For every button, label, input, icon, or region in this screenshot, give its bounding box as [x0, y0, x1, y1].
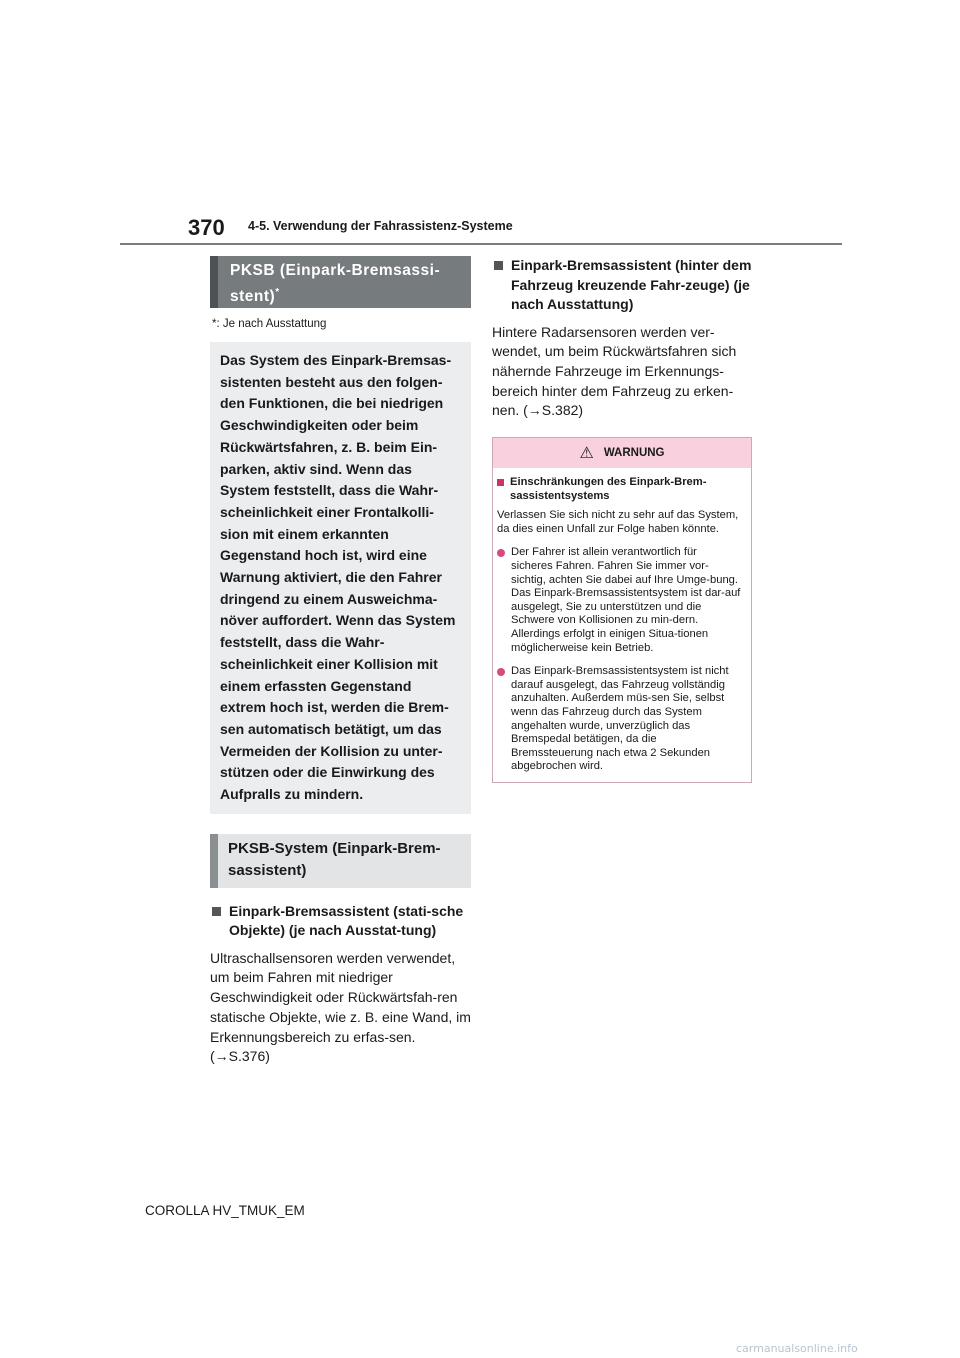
warning-bullet-text: Der Fahrer ist allein verantwortlich für sicheres Fahren. Fahren Sie immer vor-sichtig, achten Sie dabei auf Ihre Umge-bung. Das Einpark-Bremsassistentsystem ist dar-auf ausgelegt, Sie zu unterstützen und die Schwere von Kollisionen zu min-dern. Allerdings erfolgt in einigen Situa-tionen möglicherweise kein Betrieb.	[511, 546, 741, 654]
warning-body	[493, 468, 751, 782]
warning-bullet	[497, 546, 741, 655]
system-title: PKSB-System (Einpark-Brem-sassistent)	[210, 834, 471, 888]
warning-item-text: Verlassen Sie sich nicht zu sehr auf das System, da dies einen Unfall zur Folge haben könnte.	[497, 509, 739, 535]
pksb-title	[210, 256, 471, 308]
warning-item-title: Einschränkungen des Einpark-Brem-sassistentsystems	[510, 476, 707, 502]
circle-bullet-icon	[497, 668, 505, 676]
warning-bullet	[497, 665, 741, 774]
intro-box: Das System des Einpark-Bremsas-sistenten besteht aus den folgen-den Funktionen, die bei niedrigen Geschwindigkeiten oder beim Rückwärtsfahren, z. B. beim Ein-parken, aktiv sind. Wenn das System feststellt, dass die Wahr-scheinlichkeit einer Frontalkolli-sion mit einem erkannten Gegenstand hoch ist, wird eine Warnung aktiviert, die den Fahrer dringend zu einem Ausweichma-növer auffordert. Wenn das System feststellt, dass die Wahr-scheinlichkeit einer Kollision mit einem erfassten Gegenstand extrem hoch ist, werden die Brem-sen automatisch betätigt, um das Vermeiden der Kollision zu unter-stützen oder die Einwirkung des Aufpralls zu mindern.	[210, 342, 471, 814]
square-bullet-icon	[497, 479, 504, 486]
document-id: COROLLA HV_TMUK_EM	[145, 1203, 305, 1218]
warning-header	[493, 438, 751, 468]
left-column	[210, 256, 471, 1067]
pksb-title-text: PKSB (Einpark-Bremsassi-stent)	[230, 262, 441, 306]
warning-triangle-icon: ⚠	[579, 445, 594, 463]
warning-label: WARNUNG	[603, 447, 665, 460]
square-bullet-icon	[494, 261, 503, 270]
sub-item-text: Hintere Radarsensoren werden ver-wendet, um beim Rückwärtsfahren sich nähernde Fahrzeuge im Erkennungs-bereich hinter dem Fahrzeug zu erken-nen. (→S.382)	[492, 323, 737, 419]
sub-item-title: Einpark-Bremsassistent (stati-sche Objekte) (je nach Ausstat-tung)	[229, 902, 464, 939]
sub-item-crossing-vehicles	[492, 256, 752, 315]
sub-item-title: Einpark-Bremsassistent (hinter dem Fahrzeug kreuzende Fahr-zeuge) (je nach Ausstattung)	[511, 257, 752, 312]
warning-item	[497, 476, 741, 503]
header-rule	[120, 243, 842, 245]
watermark: carmanualsonline.info	[736, 1342, 858, 1355]
footnote: *: Je nach Ausstattung	[212, 318, 327, 330]
square-bullet-icon	[212, 907, 221, 916]
sub-item-text: Ultraschallsensoren werden verwendet, um beim Fahren mit niedriger Geschwindigkeit oder Rückwärtsfah-ren statische Objekte, wie z. B. eine Wand, im Erkennungsbereich zu erfas-sen. (→S.376)	[210, 949, 471, 1065]
warning-box	[492, 437, 752, 783]
section-heading: 4-5. Verwendung der Fahrassistenz-Systeme	[248, 219, 513, 233]
circle-bullet-icon	[497, 549, 505, 557]
page-number: 370	[188, 215, 225, 240]
warning-bullet-text: Das Einpark-Bremsassistentsystem ist nicht darauf ausgelegt, das Fahrzeug vollständig anzuhalten. Außerdem müs-sen Sie, selbst wenn das Fahrzeug durch das System angehalten wurde, unverzüglich das Bremspedal betätigen, da die Bremssteuerung nach etwa 2 Sekunden abgebrochen wird.	[511, 665, 729, 773]
pksb-title-star: *	[275, 287, 280, 298]
right-column	[492, 256, 752, 783]
sub-item-static-objects	[210, 902, 471, 941]
